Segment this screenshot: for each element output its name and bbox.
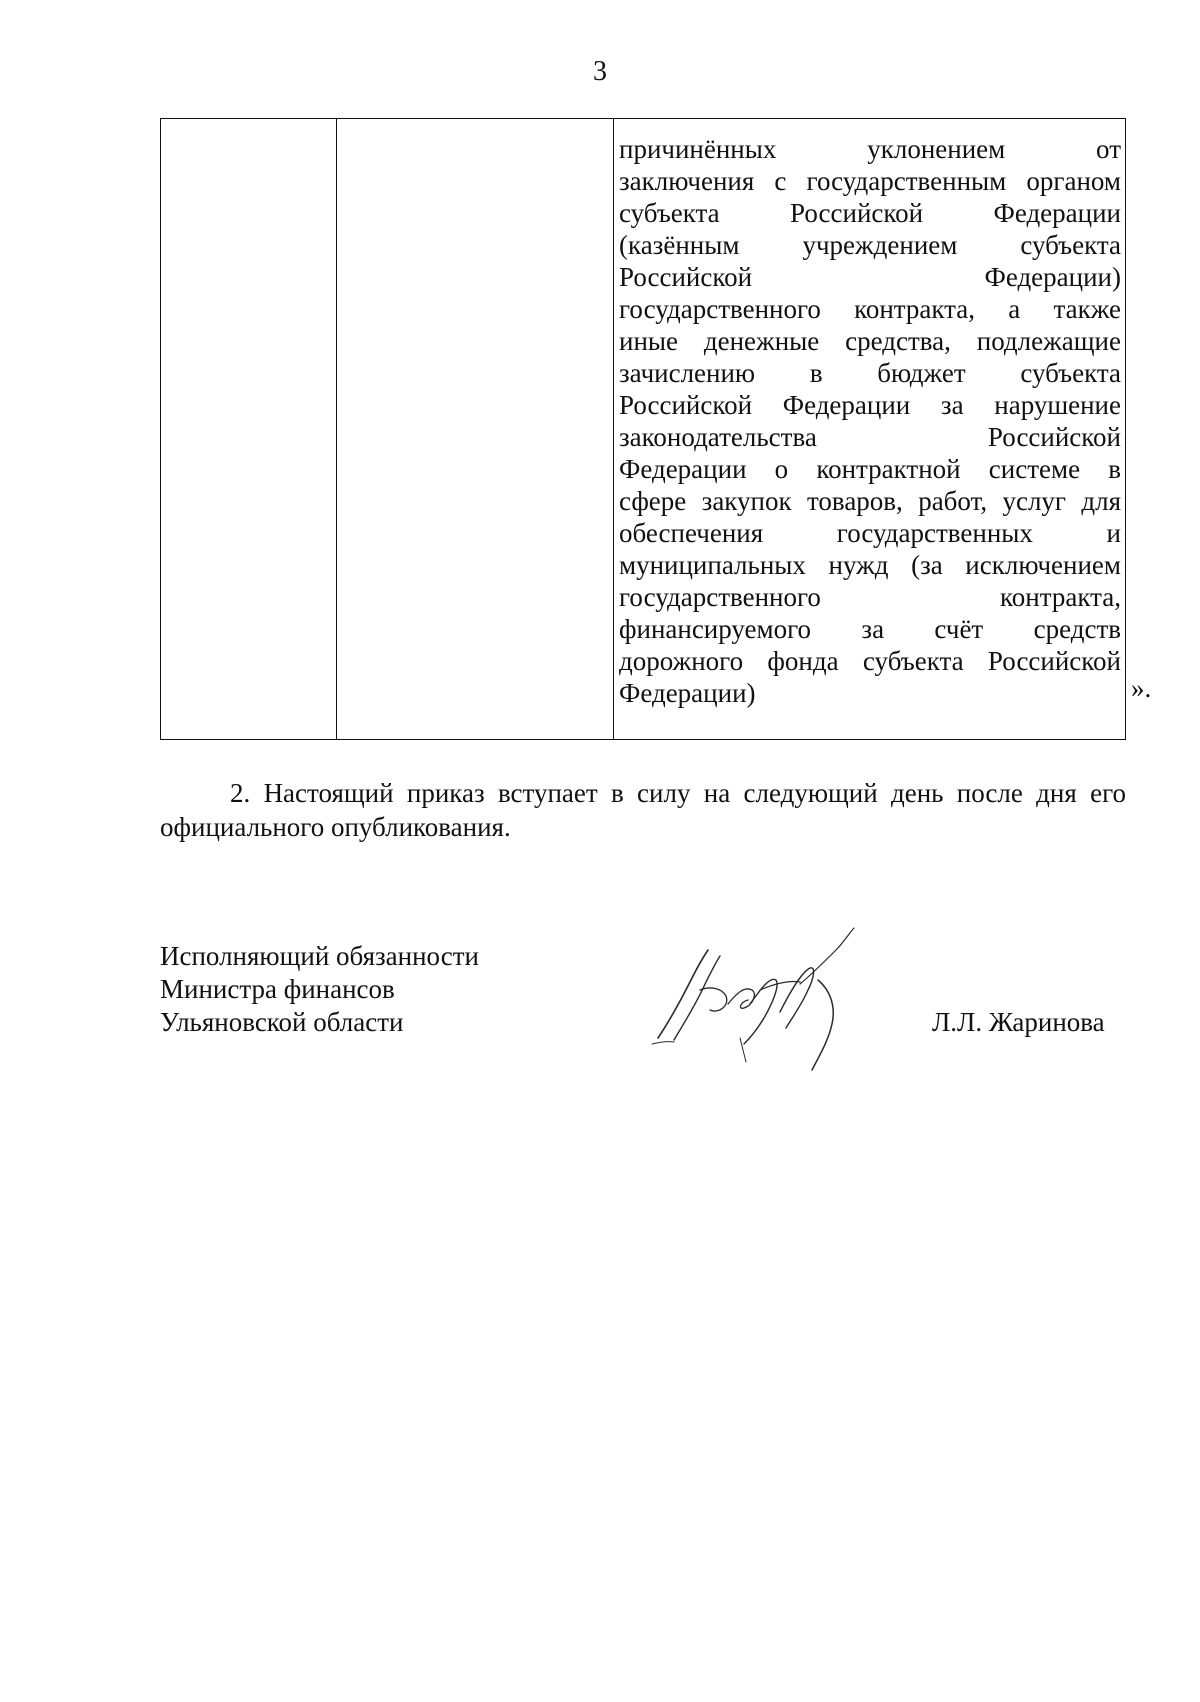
description-line: Российской Федерации за нарушение [619, 390, 1121, 420]
description-line: заключения с государственным органом [619, 166, 1121, 196]
description-line: государственного контракта, [619, 582, 1121, 612]
description-line: (казённым учреждением субъекта [619, 230, 1121, 260]
description-line: иные денежные средства, подлежащие [619, 326, 1121, 356]
description-line: финансируемого за счёт средств [619, 614, 1121, 644]
description-line: причинённых уклонением от [619, 134, 1121, 164]
signatory-name: Л.Л. Жаринова [932, 1007, 1105, 1037]
description-line: государственного контракта, а также [619, 294, 1121, 324]
paragraph-line: официального опубликования. [160, 812, 511, 842]
continuation-table [160, 118, 1126, 740]
description-line: субъекта Российской Федерации [619, 198, 1121, 228]
description-line: законодательства Российской [619, 422, 1121, 452]
description-line: Федерации о контрактной системе в [619, 454, 1121, 484]
paragraph-line: 2. Настоящий приказ вступает в силу на следующий день после дня его [230, 778, 1126, 808]
table-cell-description [619, 119, 1125, 739]
signatory-title-line: Исполняющий обязанности [160, 941, 479, 971]
handwritten-signature [640, 920, 910, 1080]
table-cell-code [161, 119, 336, 739]
description-line: обеспечения государственных и [619, 518, 1121, 548]
signatory-title-line: Ульяновской области [160, 1007, 404, 1037]
description-line: сфере закупок товаров, работ, услуг для [619, 486, 1121, 516]
description-line: Федерации) [619, 678, 756, 708]
signatory-title [160, 940, 560, 1039]
description-line: муниципальных нужд (за исключением [619, 550, 1121, 580]
description-line: Российской Федерации) [619, 262, 1121, 292]
table-column-divider [613, 119, 614, 739]
signatory-title-line: Министра финансов [160, 974, 395, 1004]
paragraph-2 [160, 776, 1126, 844]
description-line: дорожного фонда субъекта Российской [619, 646, 1121, 676]
page-number: 3 [593, 56, 607, 87]
closing-quote: ». [1131, 673, 1152, 703]
description-line: зачислению в бюджет субъекта [619, 358, 1121, 388]
table-cell-type [337, 119, 613, 739]
